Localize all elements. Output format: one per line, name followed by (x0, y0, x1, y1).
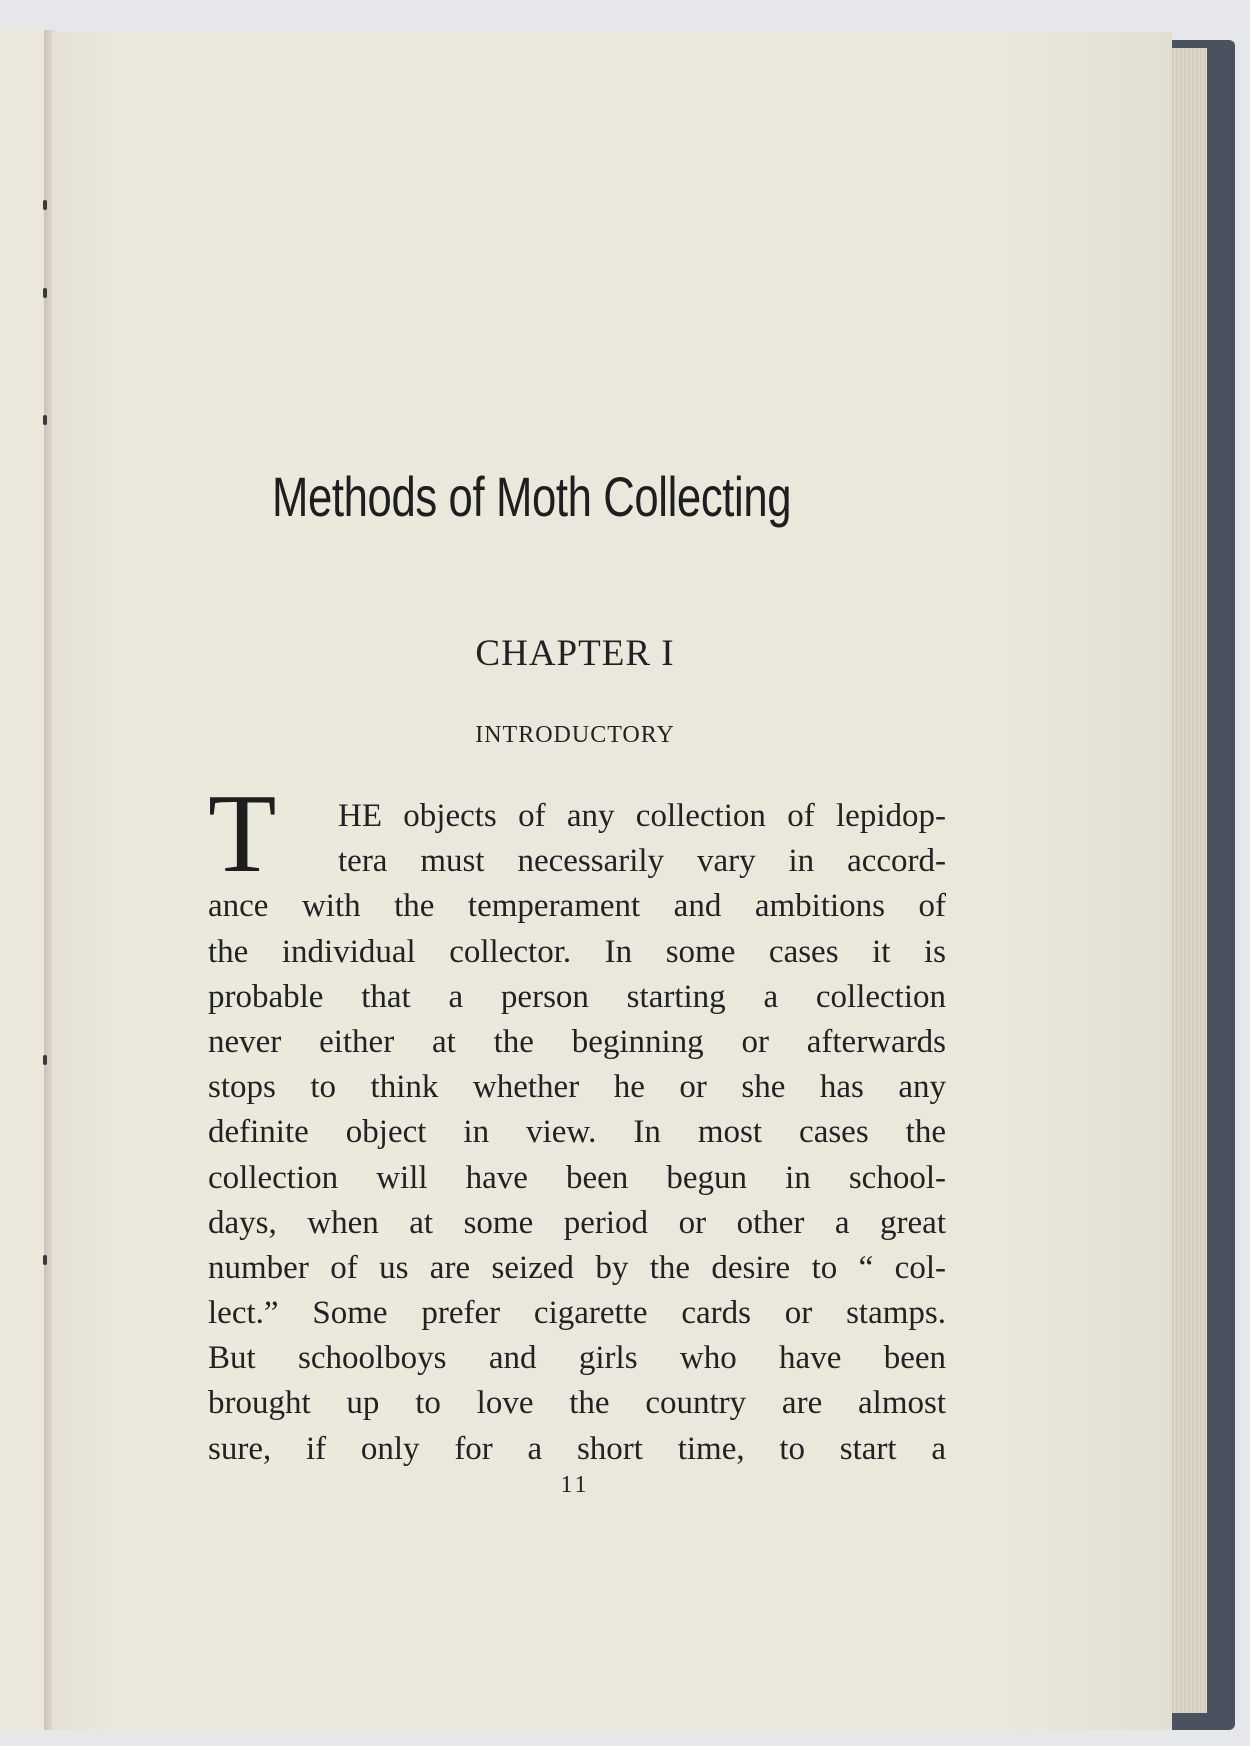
binding-stitch (43, 200, 47, 210)
text-line: collection will have been begun in school- (208, 1159, 946, 1196)
book-title: Methods of Moth Collecting (272, 465, 792, 528)
text-line: But schoolboys and girls who have been (208, 1340, 946, 1377)
text-line: HE objects of any collection of lepidop- (338, 798, 946, 834)
text-line: brought up to love the country are almost (208, 1385, 946, 1422)
binding-stitch (43, 415, 47, 425)
text-line: number of us are seized by the desire to “ col- (208, 1249, 946, 1286)
binding-stitch (43, 1055, 47, 1065)
text-line: lect.” Some prefer cigarette cards or stamps. (208, 1295, 946, 1332)
page-number: 11 (560, 1472, 590, 1498)
body-text (208, 794, 946, 1472)
text-line: probable that a person starting a collection (208, 978, 946, 1015)
text-line: never either at the beginning or afterwards (208, 1023, 946, 1060)
facing-page (0, 30, 48, 1730)
text-line: stops to think whether he or she has any (208, 1069, 946, 1106)
text-line: definite object in view. In most cases the (208, 1114, 946, 1151)
text-line: sure, if only for a short time, to start a (208, 1430, 946, 1467)
text-line: days, when at some period or other a great (208, 1204, 946, 1241)
binding-stitch (43, 1255, 47, 1265)
drop-cap: T (208, 772, 277, 896)
binding-stitch (43, 288, 47, 298)
text-line: ance with the temperament and ambitions of (208, 888, 946, 925)
book-page (52, 32, 1172, 1730)
section-heading: INTRODUCTORY (475, 722, 675, 748)
chapter-heading: CHAPTER I (475, 633, 675, 674)
text-line: the individual collector. In some cases it is (208, 933, 946, 970)
text-line: tera must necessarily vary in accord- (338, 843, 946, 880)
